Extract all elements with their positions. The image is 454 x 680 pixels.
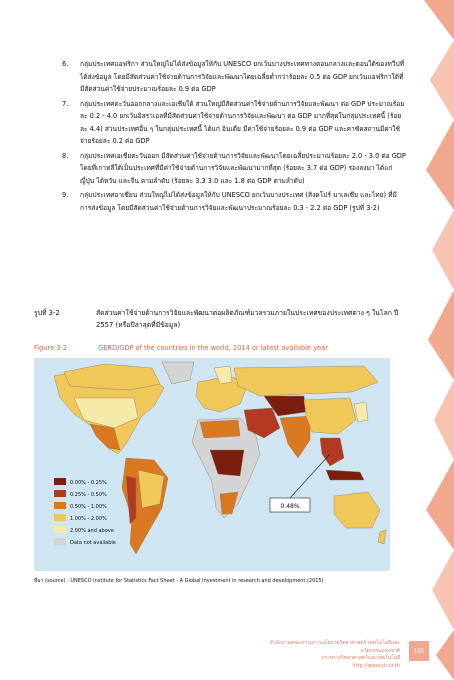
item-number: 6. xyxy=(62,60,69,68)
page-footer xyxy=(250,640,400,670)
figure-caption-english xyxy=(34,344,414,352)
footer-ministry: กระทรวงวิทยาศาสตร์และเทคโนโลยี xyxy=(321,655,400,661)
item-text: กลุ่มประเทศเอเชียตะวันออก มีสัดส่วนค่าใช้จ่ายด้านการวิจัยและพัฒนาโดยเฉลี่ยประมาณร้อยละ 2.0 - 3.0 ต่อ GDP โดยที่เกาหลีใต้เป็นประเทศที่มีค่าใช้จ่ายด้านการวิจัยและพัฒนามากที่สุด (ร้อยละ 3.7 ต่อ GDP) รองลงมา ได้แก่ ญี่ปุ่น ไต้หวัน และจีน ตามลำดับ (ร้อยละ 3.3 3.0 และ 1.8 ต่อ GDP ตามลำดับ) xyxy=(80,151,406,185)
legend-swatch-3 xyxy=(54,502,66,509)
list-item xyxy=(62,58,407,96)
source-note: ที่มา (source) : UNESCO Institute for Statistics Fact Sheet - A Global Investment in research and development (2015) xyxy=(34,578,324,584)
legend-label-6: Data not available xyxy=(70,540,116,546)
caption-text: สัดส่วนค่าใช้จ่ายด้านการวิจัยและพัฒนาต่อผลิตภัณฑ์มวลรวมภายในประเทศของประเทศต่าง ๆ ในโลก ปี 2557 (หรือปีล่าสุดที่มีข้อมูล) xyxy=(96,309,399,329)
figure-title: GERD/GDP of the countries in the world, 2014 or latest available year xyxy=(98,344,328,352)
figure-caption-thai xyxy=(34,307,404,331)
item-text: กลุ่มประเทศอาเซียน ส่วนใหญ่ไม่ได้ส่งข้อมูลให้กับ UNESCO ยกเว้นบางประเทศ (สิงคโปร์ มาเลเซีย และไทย) ที่มีการส่งข้อมูล โดยมีสัดส่วนค่าใช้จ่ายด้านการวิจัยและพัฒนาประมาณร้อยละ 0.3 - 2.2 ต่อ GDP (รูปที่ 3-2) xyxy=(80,191,397,212)
item-text: กลุ่มประเทศตะวันออกกลางและเอเชียใต้ ส่วนใหญ่มีสัดส่วนค่าใช้จ่ายด้านการวิจัยและพัฒนา ต่อ GDP ประมาณร้อยละ 0.2 - 4.0 ยกเว้นอิสราเอลที่มีสัดส่วนค่าใช้จ่ายด้านการวิจัยและพัฒนา ต่อ GDP มากที่สุดในกลุ่มประเทศนี้ (ร้อยละ 4.4) ส่วนประเทศอื่น ๆ ในกลุ่มประเทศนี้ ได้แก่ อินเดีย มีค่าใช้จ่ายร้อยละ 0.9 ต่อ GDP และคาซัคสถานมีค่าใช้จ่ายร้อยละ 0.2 ต่อ GDP xyxy=(80,99,405,145)
world-map xyxy=(34,358,390,571)
page-number: 105 xyxy=(409,641,429,661)
legend-label-1: 0.00% - 0.25% xyxy=(70,480,107,486)
decorative-triangle-band xyxy=(410,0,454,680)
callout-label: 0.48% xyxy=(280,503,300,510)
item-number: 9. xyxy=(62,191,69,199)
footer-org: สำนักงานคณะกรรมการนโยบายวิทยาศาสตร์ เทคโนโลยีและนวัตกรรมแห่งชาติ xyxy=(269,640,400,654)
legend-label-3: 0.50% - 1.00% xyxy=(70,504,107,510)
footer-url[interactable]: http://www.sti.or.th xyxy=(352,662,400,669)
legend-swatch-6 xyxy=(54,538,66,545)
north-africa-region xyxy=(200,420,240,438)
legend-swatch-2 xyxy=(54,490,66,497)
findings-list xyxy=(62,58,407,216)
brazil-region xyxy=(138,470,164,508)
item-number: 7. xyxy=(62,99,69,108)
caption-label: รูปที่ 3-2 xyxy=(34,309,60,317)
legend-swatch-1 xyxy=(54,478,66,485)
item-number: 8. xyxy=(62,151,69,160)
legend-swatch-5 xyxy=(54,526,66,533)
list-item xyxy=(62,98,407,148)
legend-swatch-4 xyxy=(54,514,66,521)
legend-label-4: 1.00% - 2.00% xyxy=(70,516,107,522)
legend-label-5: 2.00% and above xyxy=(70,528,114,534)
list-item xyxy=(62,150,407,188)
list-item xyxy=(62,189,407,214)
legend-label-2: 0.25% - 0.50% xyxy=(70,492,107,498)
item-text: กลุ่มประเทศแอฟริกา ส่วนใหญ่ไม่ได้ส่งข้อมูลให้กับ UNESCO ยกเว้นบางประเทศทางตอนกลางและตอนใต้ของทวีปที่ได้ส่งข้อมูล โดยมีสัดส่วนค่าใช้จ่ายด้านการวิจัยและพัฒนาโดยเฉลี่ยต่ำกว่าร้อยละ 0.5 ต่อ GDP ยกเว้นแอฟริกาใต้ที่มีสัดส่วนค่าใช้จ่ายประมาณร้อยละ 0.9 ต่อ GDP xyxy=(80,60,405,93)
figure-label: Figure 3-2 xyxy=(34,344,67,352)
